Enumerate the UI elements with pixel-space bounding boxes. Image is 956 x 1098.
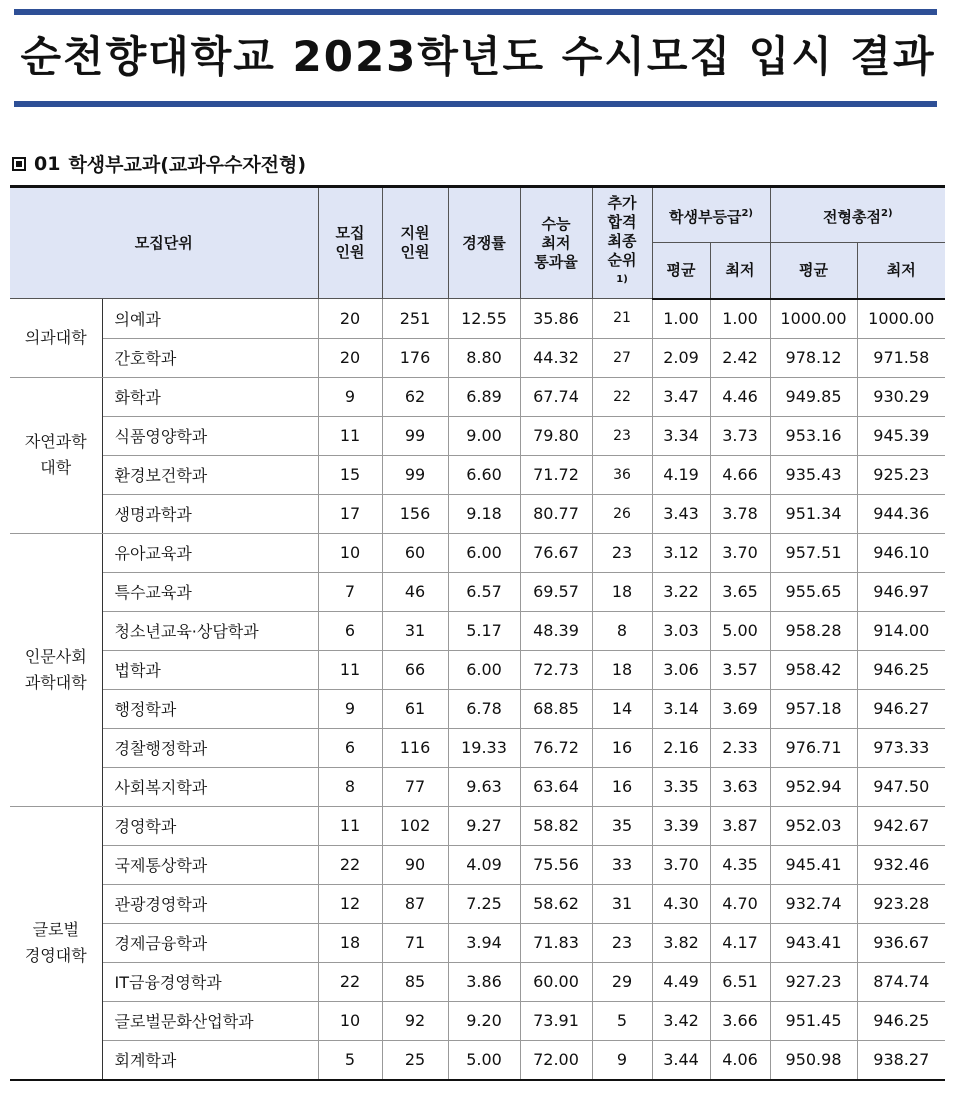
header-score-min: 최저 [857,243,945,299]
ratio-cell: 9.18 [448,494,520,533]
applicants-cell: 71 [382,923,448,962]
header-ratio: 경쟁률 [448,187,520,299]
filled-square-icon [12,157,26,171]
waitlist-rank-cell: 35 [592,806,652,845]
score-avg-cell: 952.03 [770,806,857,845]
grade-avg-cell: 3.06 [652,650,710,689]
waitlist-rank-cell: 22 [592,377,652,416]
applicants-cell: 46 [382,572,448,611]
table-row [10,845,945,884]
score-min-cell: 944.36 [857,494,945,533]
table-row [10,884,945,923]
header-unit: 모집단위 [10,187,318,299]
ratio-cell: 6.78 [448,689,520,728]
csat-pass-rate-cell: 72.73 [520,650,592,689]
grade-min-cell: 2.33 [710,728,770,767]
waitlist-rank-cell: 36 [592,455,652,494]
recruit-cell: 20 [318,338,382,377]
college-name: 의과대학 [10,299,102,378]
score-min-cell: 914.00 [857,611,945,650]
college-name: 인문사회 과학대학 [10,533,102,806]
waitlist-rank-cell: 8 [592,611,652,650]
score-avg-cell: 927.23 [770,962,857,1001]
applicants-cell: 90 [382,845,448,884]
header-grade-avg: 평균 [652,243,710,299]
grade-min-cell: 3.73 [710,416,770,455]
csat-pass-rate-cell: 79.80 [520,416,592,455]
score-avg-cell: 945.41 [770,845,857,884]
ratio-cell: 7.25 [448,884,520,923]
college-name: 글로벌 경영대학 [10,806,102,1080]
ratio-cell: 12.55 [448,299,520,339]
applicants-cell: 85 [382,962,448,1001]
score-min-cell: 1000.00 [857,299,945,339]
applicants-cell: 25 [382,1040,448,1080]
grade-min-cell: 3.69 [710,689,770,728]
title-bottom-rule [14,101,937,107]
score-avg-cell: 950.98 [770,1040,857,1080]
table-row [10,806,945,845]
score-min-cell: 938.27 [857,1040,945,1080]
waitlist-rank-cell: 23 [592,923,652,962]
csat-pass-rate-cell: 71.83 [520,923,592,962]
grade-avg-cell: 3.12 [652,533,710,572]
grade-avg-cell: 3.39 [652,806,710,845]
grade-avg-cell: 4.19 [652,455,710,494]
header-applicants: 지원 인원 [382,187,448,299]
recruit-cell: 11 [318,650,382,689]
grade-min-cell: 3.57 [710,650,770,689]
waitlist-rank-cell: 23 [592,416,652,455]
table-row [10,728,945,767]
table-row [10,572,945,611]
header-waitlist: 추가 합격 최종 순위 $^{1)}$ [592,187,652,299]
grade-avg-cell: 3.70 [652,845,710,884]
dept-cell: 청소년교육·상담학과 [102,611,318,650]
grade-min-cell: 3.70 [710,533,770,572]
recruit-cell: 10 [318,1001,382,1040]
csat-pass-rate-cell: 73.91 [520,1001,592,1040]
grade-avg-cell: 3.35 [652,767,710,806]
applicants-cell: 31 [382,611,448,650]
grade-avg-cell: 1.00 [652,299,710,339]
applicants-cell: 61 [382,689,448,728]
score-min-cell: 923.28 [857,884,945,923]
score-avg-cell: 949.85 [770,377,857,416]
dept-cell: 경영학과 [102,806,318,845]
title-top-rule [14,9,937,15]
dept-cell: 의예과 [102,299,318,339]
ratio-cell: 6.00 [448,650,520,689]
table-row [10,1040,945,1080]
ratio-cell: 9.20 [448,1001,520,1040]
grade-min-cell: 3.66 [710,1001,770,1040]
applicants-cell: 99 [382,416,448,455]
recruit-cell: 9 [318,689,382,728]
section-number: 01 [34,152,61,175]
score-min-cell: 946.25 [857,650,945,689]
grade-min-cell: 3.65 [710,572,770,611]
grade-min-cell: 2.42 [710,338,770,377]
csat-pass-rate-cell: 60.00 [520,962,592,1001]
section-heading [12,150,306,177]
header-csat: 수능 최저 통과율 [520,187,592,299]
recruit-cell: 15 [318,455,382,494]
grade-min-cell: 4.46 [710,377,770,416]
grade-avg-cell: 3.82 [652,923,710,962]
score-avg-cell: 957.18 [770,689,857,728]
waitlist-rank-cell: 9 [592,1040,652,1080]
grade-avg-cell: 2.09 [652,338,710,377]
applicants-cell: 251 [382,299,448,339]
dept-cell: 환경보건학과 [102,455,318,494]
recruit-cell: 20 [318,299,382,339]
score-avg-cell: 935.43 [770,455,857,494]
applicants-cell: 176 [382,338,448,377]
grade-min-cell: 6.51 [710,962,770,1001]
score-min-cell: 930.29 [857,377,945,416]
ratio-cell: 6.60 [448,455,520,494]
dept-cell: 유아교육과 [102,533,318,572]
grade-avg-cell: 3.14 [652,689,710,728]
dept-cell: 생명과학과 [102,494,318,533]
applicants-cell: 87 [382,884,448,923]
dept-cell: 간호학과 [102,338,318,377]
grade-min-cell: 3.87 [710,806,770,845]
section-label: 학생부교과(교과우수자전형) [68,154,307,176]
score-avg-cell: 951.45 [770,1001,857,1040]
grade-min-cell: 3.78 [710,494,770,533]
recruit-cell: 22 [318,845,382,884]
csat-pass-rate-cell: 68.85 [520,689,592,728]
applicants-cell: 62 [382,377,448,416]
grade-min-cell: 3.63 [710,767,770,806]
waitlist-rank-cell: 27 [592,338,652,377]
table-row [10,455,945,494]
applicants-cell: 66 [382,650,448,689]
csat-pass-rate-cell: 44.32 [520,338,592,377]
csat-pass-rate-cell: 63.64 [520,767,592,806]
applicants-cell: 60 [382,533,448,572]
grade-min-cell: 4.06 [710,1040,770,1080]
header-score-avg: 평균 [770,243,857,299]
ratio-cell: 5.17 [448,611,520,650]
dept-cell: 경찰행정학과 [102,728,318,767]
table-row [10,338,945,377]
table-row [10,962,945,1001]
results-table [10,185,945,1081]
dept-cell: 식품영양학과 [102,416,318,455]
score-min-cell: 945.39 [857,416,945,455]
ratio-cell: 9.00 [448,416,520,455]
dept-cell: 관광경영학과 [102,884,318,923]
waitlist-rank-cell: 5 [592,1001,652,1040]
score-avg-cell: 1000.00 [770,299,857,339]
recruit-cell: 18 [318,923,382,962]
table-row [10,611,945,650]
score-avg-cell: 955.65 [770,572,857,611]
waitlist-rank-cell: 18 [592,572,652,611]
csat-pass-rate-cell: 76.72 [520,728,592,767]
recruit-cell: 17 [318,494,382,533]
score-min-cell: 946.97 [857,572,945,611]
grade-min-cell: 4.70 [710,884,770,923]
score-avg-cell: 978.12 [770,338,857,377]
csat-pass-rate-cell: 67.74 [520,377,592,416]
grade-avg-cell: 3.22 [652,572,710,611]
score-avg-cell: 957.51 [770,533,857,572]
score-avg-cell: 943.41 [770,923,857,962]
ratio-cell: 9.27 [448,806,520,845]
csat-pass-rate-cell: 58.82 [520,806,592,845]
dept-cell: 회계학과 [102,1040,318,1080]
recruit-cell: 22 [318,962,382,1001]
waitlist-rank-cell: 14 [592,689,652,728]
grade-avg-cell: 3.42 [652,1001,710,1040]
score-avg-cell: 951.34 [770,494,857,533]
applicants-cell: 99 [382,455,448,494]
score-min-cell: 946.27 [857,689,945,728]
header-recruit: 모집 인원 [318,187,382,299]
applicants-cell: 102 [382,806,448,845]
grade-avg-cell: 3.44 [652,1040,710,1080]
ratio-cell: 3.86 [448,962,520,1001]
csat-pass-rate-cell: 76.67 [520,533,592,572]
csat-pass-rate-cell: 69.57 [520,572,592,611]
ratio-cell: 19.33 [448,728,520,767]
waitlist-rank-cell: 33 [592,845,652,884]
table-row [10,650,945,689]
waitlist-rank-cell: 29 [592,962,652,1001]
recruit-cell: 11 [318,806,382,845]
dept-cell: 사회복지학과 [102,767,318,806]
waitlist-rank-cell: 18 [592,650,652,689]
score-min-cell: 946.10 [857,533,945,572]
table-row [10,416,945,455]
grade-avg-cell: 3.47 [652,377,710,416]
ratio-cell: 8.80 [448,338,520,377]
csat-pass-rate-cell: 72.00 [520,1040,592,1080]
score-min-cell: 971.58 [857,338,945,377]
applicants-cell: 77 [382,767,448,806]
score-avg-cell: 953.16 [770,416,857,455]
grade-avg-cell: 4.49 [652,962,710,1001]
applicants-cell: 116 [382,728,448,767]
csat-pass-rate-cell: 75.56 [520,845,592,884]
table-row [10,494,945,533]
table-row [10,299,945,339]
grade-min-cell: 4.35 [710,845,770,884]
grade-avg-cell: 3.43 [652,494,710,533]
dept-cell: IT금융경영학과 [102,962,318,1001]
page-title: 순천향대학교 2023학년도 수시모집 입시 결과 [20,32,936,81]
ratio-cell: 6.89 [448,377,520,416]
recruit-cell: 5 [318,1040,382,1080]
score-min-cell: 932.46 [857,845,945,884]
recruit-cell: 10 [318,533,382,572]
csat-pass-rate-cell: 71.72 [520,455,592,494]
dept-cell: 경제금융학과 [102,923,318,962]
header-grade-min: 최저 [710,243,770,299]
ratio-cell: 4.09 [448,845,520,884]
grade-avg-cell: 3.03 [652,611,710,650]
recruit-cell: 6 [318,611,382,650]
dept-cell: 글로벌문화산업학과 [102,1001,318,1040]
waitlist-rank-cell: 16 [592,767,652,806]
ratio-cell: 3.94 [448,923,520,962]
dept-cell: 행정학과 [102,689,318,728]
score-min-cell: 936.67 [857,923,945,962]
header-grade: 학생부등급$^{2)}$ [652,187,770,243]
dept-cell: 법학과 [102,650,318,689]
waitlist-rank-cell: 16 [592,728,652,767]
csat-pass-rate-cell: 35.86 [520,299,592,339]
college-name: 자연과학 대학 [10,377,102,533]
grade-min-cell: 5.00 [710,611,770,650]
ratio-cell: 5.00 [448,1040,520,1080]
ratio-cell: 6.57 [448,572,520,611]
score-min-cell: 925.23 [857,455,945,494]
recruit-cell: 12 [318,884,382,923]
score-avg-cell: 958.42 [770,650,857,689]
waitlist-rank-cell: 23 [592,533,652,572]
waitlist-rank-cell: 21 [592,299,652,339]
score-avg-cell: 932.74 [770,884,857,923]
table-row [10,767,945,806]
csat-pass-rate-cell: 48.39 [520,611,592,650]
recruit-cell: 8 [318,767,382,806]
waitlist-rank-cell: 31 [592,884,652,923]
score-min-cell: 942.67 [857,806,945,845]
recruit-cell: 11 [318,416,382,455]
recruit-cell: 9 [318,377,382,416]
ratio-cell: 9.63 [448,767,520,806]
score-min-cell: 947.50 [857,767,945,806]
grade-avg-cell: 3.34 [652,416,710,455]
recruit-cell: 6 [318,728,382,767]
ratio-cell: 6.00 [448,533,520,572]
score-min-cell: 946.25 [857,1001,945,1040]
table-row [10,377,945,416]
header-score: 전형총점$^{2)}$ [770,187,945,243]
table-row [10,533,945,572]
applicants-cell: 156 [382,494,448,533]
grade-avg-cell: 4.30 [652,884,710,923]
score-avg-cell: 958.28 [770,611,857,650]
table-row [10,689,945,728]
grade-min-cell: 4.17 [710,923,770,962]
grade-min-cell: 4.66 [710,455,770,494]
waitlist-rank-cell: 26 [592,494,652,533]
table-row [10,1001,945,1040]
score-min-cell: 973.33 [857,728,945,767]
recruit-cell: 7 [318,572,382,611]
grade-avg-cell: 2.16 [652,728,710,767]
dept-cell: 국제통상학과 [102,845,318,884]
applicants-cell: 92 [382,1001,448,1040]
score-avg-cell: 952.94 [770,767,857,806]
grade-min-cell: 1.00 [710,299,770,339]
table-row [10,923,945,962]
csat-pass-rate-cell: 58.62 [520,884,592,923]
score-min-cell: 874.74 [857,962,945,1001]
dept-cell: 특수교육과 [102,572,318,611]
score-avg-cell: 976.71 [770,728,857,767]
dept-cell: 화학과 [102,377,318,416]
csat-pass-rate-cell: 80.77 [520,494,592,533]
